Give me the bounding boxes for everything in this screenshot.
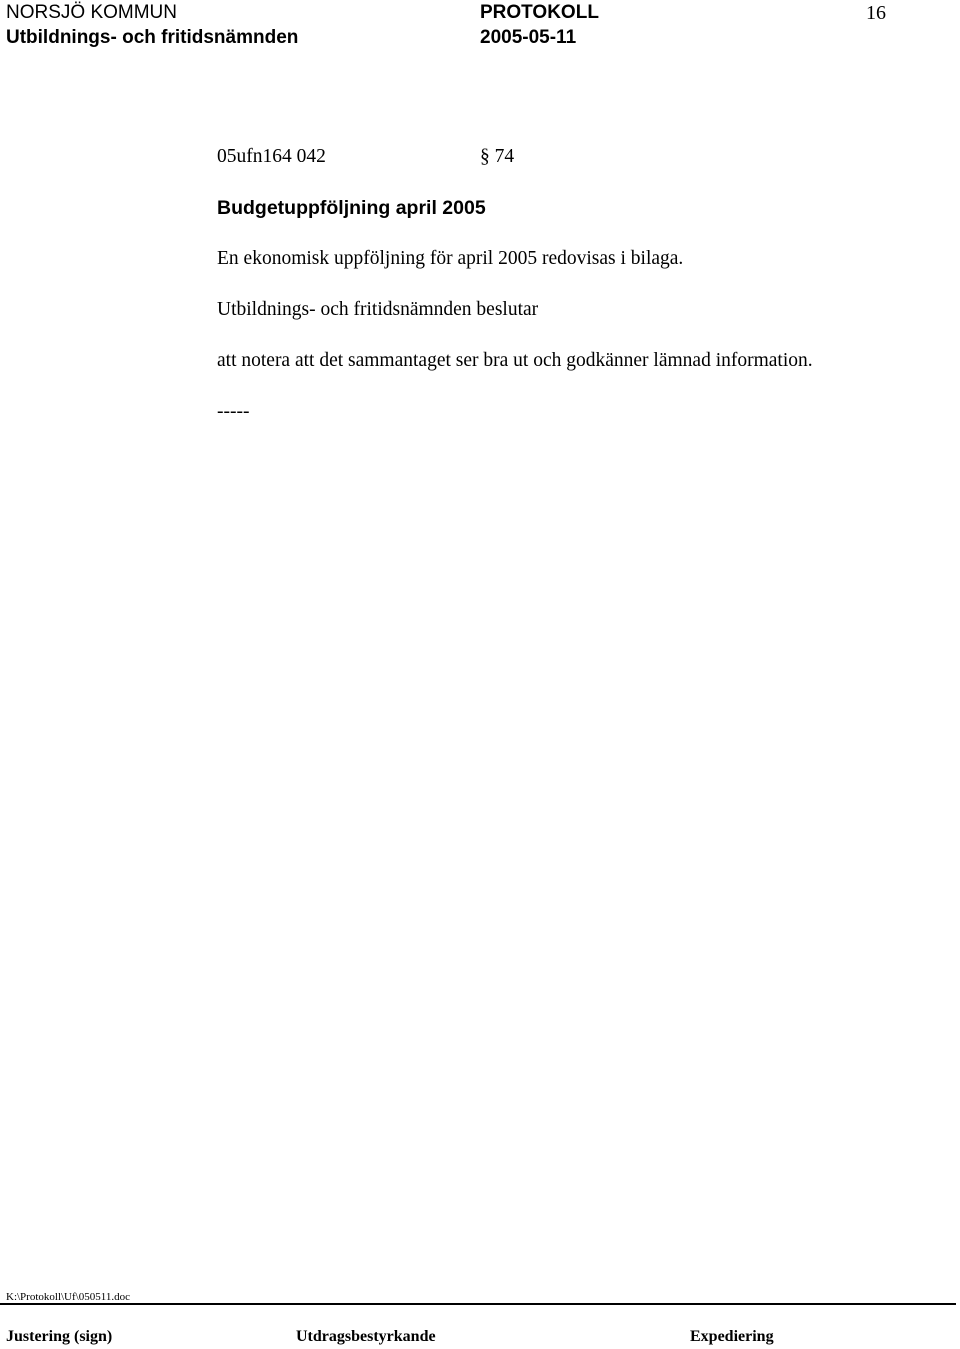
case-number: 05ufn164 042	[217, 146, 326, 167]
committee-name: Utbildnings- och fritidsnämnden	[6, 27, 299, 48]
item-title: Budgetuppföljning april 2005	[217, 197, 486, 219]
decision-text: att notera att det sammantaget ser bra ut och godkänner lämnad information.	[217, 350, 813, 371]
end-marker: -----	[217, 401, 250, 422]
page-number: 16	[866, 2, 886, 24]
item-description: En ekonomisk uppföljning för april 2005 redovisas i bilaga.	[217, 248, 684, 269]
footer-expediering-label: Expediering	[690, 1328, 774, 1345]
footer-rule	[0, 1303, 956, 1305]
footer-utdrag-label: Utdragsbestyrkande	[296, 1328, 436, 1345]
file-path: K:\Protokoll\Uf\050511.doc	[6, 1291, 130, 1303]
organization-name: NORSJÖ KOMMUN	[6, 2, 177, 23]
decision-heading: Utbildnings- och fritidsnämnden beslutar	[217, 299, 539, 320]
paragraph-number: § 74	[480, 146, 515, 167]
footer-justering-label: Justering (sign)	[6, 1328, 113, 1345]
document-type: PROTOKOLL	[480, 2, 599, 23]
protocol-date: 2005-05-11	[480, 27, 577, 48]
